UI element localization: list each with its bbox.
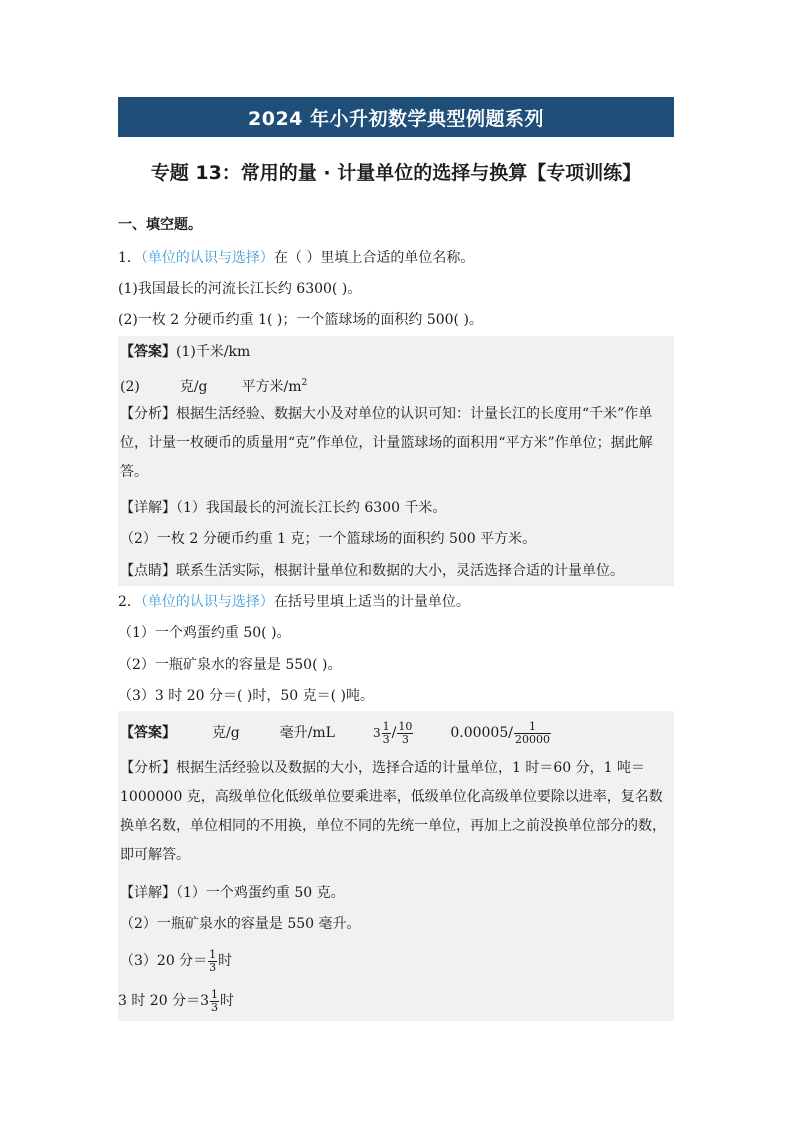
- question-number: 1．: [118, 250, 141, 266]
- answer-value-a: 克/g: [212, 725, 240, 741]
- fraction-denominator: 3: [210, 1000, 218, 1014]
- detail-text: 时: [218, 953, 233, 969]
- detail-2-line-2: （2）一瓶矿泉水的容量是 550 毫升。: [120, 916, 361, 932]
- fraction: [514, 721, 551, 746]
- question-text: 在括号里填上适当的计量单位。: [273, 594, 470, 610]
- answer-label: 【答案】: [120, 344, 176, 360]
- key-point-1: 【点睛】联系生活实际，根据计量单位和数据的大小，灵活选择合适的计量单位。: [120, 563, 624, 579]
- series-banner: [118, 97, 674, 137]
- answer-1-line-2: [120, 372, 307, 398]
- question-2-item-2: （2）一瓶矿泉水的容量是 550( )。: [118, 657, 342, 673]
- question-1-stem: [118, 247, 474, 269]
- fraction-denominator: 3: [401, 732, 409, 746]
- fraction-numerator: 1: [210, 987, 218, 1001]
- fraction-denominator: 20000: [514, 732, 550, 746]
- question-text: 在（ ）里填上合适的单位名称。: [273, 250, 475, 266]
- detail-2-line-3: [120, 946, 232, 976]
- answer-separator: /: [391, 725, 397, 741]
- section-heading: 一、填空题。: [118, 217, 202, 233]
- analysis-1: 【分析】根据生活经验、数据大小及对单位的认识可知：计量长江的长度用“千米”作单位，计量一枚硬币的质量用“克”作单位，计量篮球场的面积用“平方米”作单位；据此解答。: [120, 406, 653, 480]
- fraction-numerator: 1: [514, 721, 551, 734]
- mixed-number-integer: 3: [372, 726, 381, 740]
- superscript: 2: [301, 378, 308, 388]
- fraction-numerator: 10: [398, 719, 413, 733]
- analysis-2: 【分析】根据生活经验以及数据的大小，选择合适的计量单位，1 时＝60 分，1 吨＝1000000 克，高级单位化低级单位要乘进率，低级单位化高级单位要除以进率，复名数换单名数，单位相同的不用换，单位不同的先统一单位，再加上之前没换单位部分的数，即可解答。: [120, 760, 666, 863]
- question-1-item-2: (2)一枚 2 分硬币约重 1( )；一个篮球场的面积约 500( )。: [118, 312, 483, 328]
- detail-text: （3）20 分＝: [120, 953, 208, 969]
- question-2-stem: [118, 591, 470, 613]
- question-2-item-3: （3）3 时 20 分＝( )时，50 克＝( )吨。: [118, 688, 374, 704]
- answer-value: (1)千米/km: [176, 344, 251, 360]
- fraction-denominator: 3: [382, 732, 390, 746]
- question-number: 2．: [118, 594, 141, 610]
- detail-1-line-1: 【详解】（1）我国最长的河流长江长约 6300 千米。: [120, 500, 447, 516]
- answer-label: 【答案】: [120, 725, 176, 741]
- answer-value-d: 0.00005/: [450, 725, 513, 741]
- answer-value-b: 毫升/mL: [279, 725, 335, 741]
- answer-1-line-1: [120, 341, 250, 363]
- answer-value-a: 克/g: [179, 379, 208, 395]
- fraction: [208, 949, 217, 974]
- detail-2-line-4: [118, 986, 234, 1016]
- fraction: [382, 721, 391, 746]
- question-tag: （单位的认识与选择）: [140, 250, 274, 266]
- topic-title: 专题 13：常用的量 · 计量单位的选择与换算【专项训练】: [150, 162, 642, 184]
- answer-value-b: 平方米/m: [241, 379, 302, 395]
- answer-index: (2): [120, 379, 140, 395]
- fraction-denominator: 3: [209, 960, 217, 974]
- detail-1-line-2: （2）一枚 2 分硬币约重 1 克；一个篮球场的面积约 500 平方米。: [120, 531, 537, 547]
- question-tag: （单位的认识与选择）: [140, 594, 274, 610]
- detail-2-line-1: 【详解】（1）一个鸡蛋约重 50 克。: [120, 885, 345, 901]
- fraction-numerator: 1: [209, 947, 217, 961]
- fraction-numerator: 1: [382, 719, 390, 733]
- fraction: [210, 989, 219, 1014]
- question-1-item-1: (1)我国最长的河流长江长约 6300( )。: [118, 281, 362, 297]
- answer-2-line: [120, 718, 552, 748]
- detail-text: 3 时 20 分＝3: [118, 993, 209, 1009]
- banner-title: 2024 年小升初数学典型例题系列: [248, 107, 544, 130]
- question-2-item-1: （1）一个鸡蛋约重 50( )。: [118, 625, 291, 641]
- detail-text: 时: [219, 993, 234, 1009]
- fraction: [397, 721, 413, 746]
